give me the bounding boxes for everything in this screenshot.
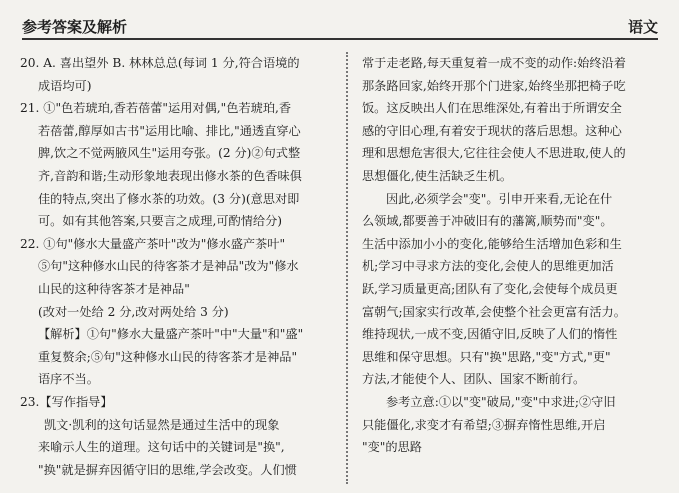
text-line: 重复赘余;⑤句"这种修水山民的待客茶才是神品" bbox=[38, 349, 298, 364]
text-line: "换"就是摒弃因循守旧的思维,学会改变。人们惯 bbox=[38, 462, 297, 477]
text-line: 那条路回家,始终开那个门进家,始终坐那把椅子吃 bbox=[362, 78, 626, 93]
text-line: 富朝气;国家实行改革,会使整个社会更富有活力。 bbox=[362, 304, 626, 319]
text-line: 因此,必须学会"变"。引申开来看,无论在什 bbox=[386, 191, 613, 206]
text-line: 生活中添加小小的变化,能够给生活增加色彩和生 bbox=[362, 236, 622, 251]
text-line: 思维和保守思想。只有"换"思路,"变"方式,"更" bbox=[362, 349, 611, 364]
text-line: 么领域,都要善于冲破旧有的藩篱,顺势而"变"。 bbox=[362, 214, 613, 229]
text-line: 只能僵化,求变才有希望;③摒弃惰性思维,开启 bbox=[362, 417, 606, 432]
text-line: ⑤句"这种修水山民的待客茶才是神品"改为"修水 bbox=[38, 259, 299, 274]
text-line: 22. ①句"修水大量盛产茶叶"改为"修水盛产茶叶" bbox=[20, 236, 286, 251]
text-line: 成语均可) bbox=[38, 78, 92, 93]
text-line: 佳的特点,突出了修水茶的功效。(3 分)(意思对即 bbox=[38, 191, 300, 206]
text-line: 维持现状,一成不变,因循守旧,反映了人们的惰性 bbox=[362, 327, 618, 342]
header-subject: 语文 bbox=[627, 18, 658, 36]
right-column bbox=[362, 52, 656, 459]
text-line: "变"的思路 bbox=[362, 440, 422, 455]
text-line: 若蓓蕾,醇厚如古书"运用比喻、排比,"通透直穿心 bbox=[38, 123, 301, 138]
text-line: 来喻示人生的道理。这句话中的关键词是"换", bbox=[38, 440, 285, 455]
text-line: 山民的这种待客茶才是神品" bbox=[38, 281, 190, 296]
text-line: (改对一处给 2 分,改对两处给 3 分) bbox=[38, 304, 229, 319]
text-line: 凯文·凯利的这句话显然是通过生活中的现象 bbox=[44, 417, 280, 432]
column-divider bbox=[346, 52, 348, 484]
text-line: 参考立意:①以"变"破局,"变"中求进;②守旧 bbox=[386, 394, 616, 409]
text-line: 20. A. 喜出望外 B. 林林总总(每词 1 分,符合语境的 bbox=[20, 56, 300, 70]
text-line: 方法,才能使个人、团队、国家不断前行。 bbox=[362, 372, 586, 387]
text-line: 感的守旧心理,有着安于现状的落后思想。这种心 bbox=[362, 123, 622, 138]
text-line: 21. ①"色若琥珀,香若蓓蕾"运用对偶,"色若琥珀,香 bbox=[20, 101, 292, 116]
text-line: 理和思想危害很大,它往往会使人不思进取,使人的 bbox=[362, 146, 626, 161]
text-line: 饭。这反映出人们在思维深处,有着出于所谓安全 bbox=[362, 101, 622, 116]
text-line: 跃,学习质量更高;团队有了变化,会使每个成员更 bbox=[362, 281, 618, 296]
text-line: 【解析】①句"修水大量盛产茶叶"中"大量"和"盛" bbox=[38, 327, 304, 342]
text-line: 23.【写作指导】 bbox=[20, 394, 113, 409]
text-line: 脾,饮之不觉两腋风生"运用夸张。(2 分)②句式整 bbox=[38, 146, 301, 161]
text-line: 思想僵化,使生活缺乏生机。 bbox=[362, 168, 513, 183]
text-line: 常于走老路,每天重复着一成不变的动作:始终沿着 bbox=[362, 56, 626, 70]
text-line: 语序不当。 bbox=[38, 372, 99, 387]
header-title: 参考答案及解析 bbox=[22, 18, 128, 36]
text-line: 机;学习中寻求方法的变化,会使人的思维更加活 bbox=[362, 259, 614, 274]
text-line: 可。如有其他答案,只要言之成理,可酌情给分) bbox=[38, 214, 283, 229]
page-header bbox=[22, 12, 658, 40]
left-column bbox=[20, 52, 336, 481]
text-line: 齐,音韵和谐;生动形象地表现出修水茶的色香味俱 bbox=[38, 168, 302, 183]
